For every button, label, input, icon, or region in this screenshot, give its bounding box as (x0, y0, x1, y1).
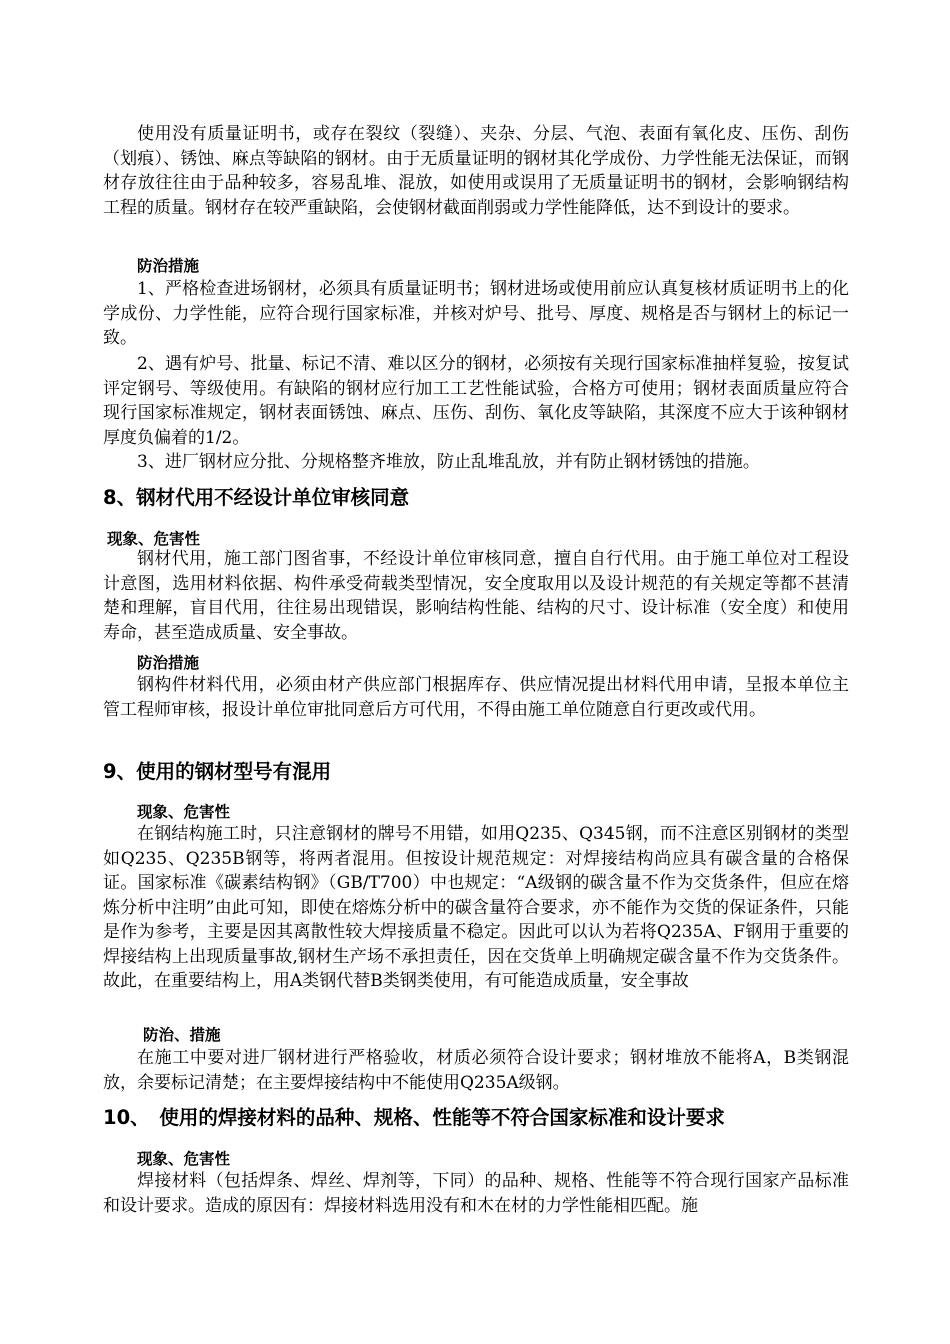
section-9-phenomenon-label: 现象、危害性 (137, 803, 231, 821)
intro-measure-3: 3、进厂钢材应分批、分规格整齐堆放，防止乱堆乱放，并有防止钢材锈蚀的措施。 (137, 452, 760, 472)
intro-paragraph: 使用没有质量证明书，或存在裂纹（裂缝）、夹杂、分层、气泡、表面有氧化皮、压伤、刮伤（划痕）、锈蚀、麻点等缺陷的钢材。由于无质量证明的钢材其化学成份、力学性能无法保证，而钢材存放往往由于品种较多，容易乱堆、混放，如使用或误用了无质量证明书的钢材，会影响钢结构工程的质量。钢材存在较严重缺陷，会使钢材截面削弱或力学性能降低，达不到设计的要求。 (103, 124, 849, 218)
section-10-phenomenon-label: 现象、危害性 (137, 1150, 231, 1168)
intro-measure-1: 1、严格检查进场钢材，必须具有质量证明书；钢材进场或使用前应认真复核材质证明书上的化学成份、力学性能，应符合现行国家标准，并核对炉号、批号、厚度、规格是否与钢材上的标记一致。 (103, 279, 849, 348)
section-8-measures-label: 防治措施 (137, 654, 200, 672)
section-8-measures-text: 钢构件材料代用，必须由材产供应部门根据库存、供应情况提出材料代用申请，呈报本单位主管工程师审核，报设计单位审批同意后方可代用，不得由施工单位随意自行更改或代用。 (103, 675, 849, 720)
section-10-phenomenon-text: 焊接材料（包括焊条、焊丝、焊剂等，下同）的品种、规格、性能等不符合现行国家产品标准和设计要求。造成的原因有：焊接材料选用没有和木在材的力学性能相匹配。施 (103, 1171, 849, 1216)
section-8-phenomenon-label: 现象、危害性 (107, 530, 201, 548)
intro-measures-label: 防治措施 (137, 257, 200, 275)
section-9-heading: 9、使用的钢材型号有混用 (103, 760, 332, 783)
section-8-phenomenon-text: 钢材代用，施工部门图省事，不经设计单位审核同意，擅自自行代用。由于施工单位对工程设计意图，选用材料依据、构件承受荷载类型情况，安全度取用以及设计规范的有关规定等都不甚清楚和理解，盲目代用，往往易出现错误，影响结构性能、结构的尺寸、设计标准（安全度）和使用寿命，甚至造成质量、安全事故。 (103, 549, 849, 643)
section-8-heading: 8、钢材代用不经设计单位审核同意 (103, 486, 410, 509)
section-9-measures-text: 在施工中要对进厂钢材进行严格验收，材质必须符合设计要求；钢材堆放不能将A，B类钢混放，余要标记清楚；在主要焊接结构中不能使用Q235A级钢。 (103, 1048, 849, 1093)
section-10-heading: 10、 使用的焊接材料的品种、规格、性能等不符合国家标准和设计要求 (103, 1106, 725, 1129)
section-9-phenomenon-text: 在钢结构施工时，只注意钢材的牌号不用错，如用Q235、Q345钢，而不注意区别钢材的类型如Q235、Q235B钢等，将两者混用。但按设计规范规定：对焊接结构尚应具有碳含量的合格保证。国家标准《碳素结构钢》（GB/T700）中也规定：“A级钢的碳含量不作为交货条件，但应在熔炼分析中注明”由此可知，即使在熔炼分析中的碳含量符合要求，亦不能作为交货的保证条件，只能是作为参考，主要是因其离散性较大焊接质量不稳定。因此可以认为若将Q235A、F钢用于重要的焊接结构上出现质量事故,钢材生产场不承担责任，因在交货单上明确规定碳含量不作为交货条件。故此，在重要结构上，用A类钢代替B类钢类使用，有可能造成质量，安全事故 (103, 824, 849, 991)
section-9-measures-label: 防治、措施 (143, 1026, 221, 1044)
intro-measure-2: 2、遇有炉号、批量、标记不清、难以区分的钢材，必须按有关现行国家标准抽样复验，按复试评定钢号、等级使用。有缺陷的钢材应行加工工艺性能试验，合格方可使用；钢材表面质量应符合现行国家标准规定，钢材表面锈蚀、麻点、压伤、刮伤、氧化皮等缺陷，其深度不应大于该种钢材厚度负偏着的1/2。 (103, 354, 849, 448)
